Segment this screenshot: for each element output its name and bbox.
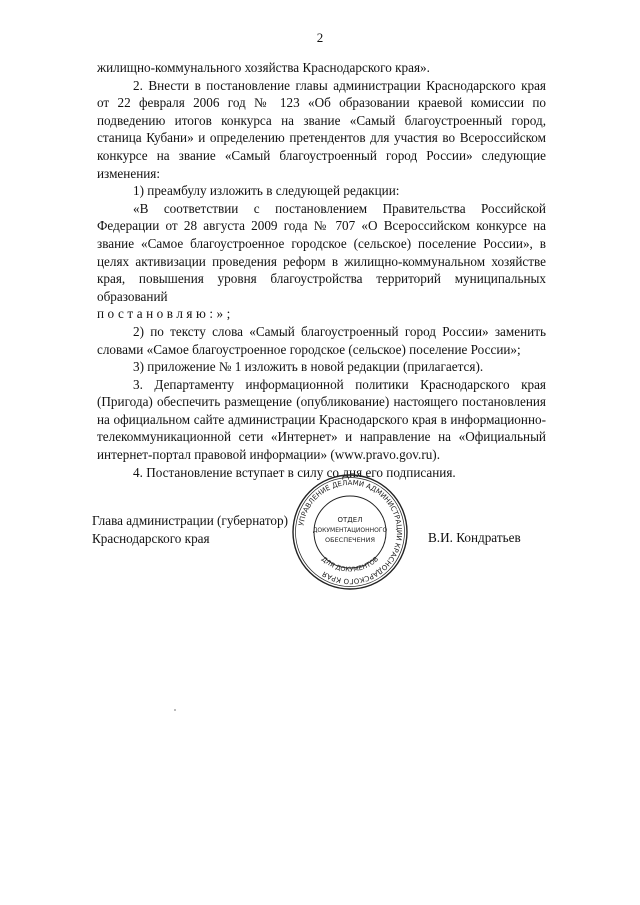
signature-title-line2: Краснодарского края [92, 531, 210, 546]
stamp-bottom-text: ДЛЯ ДОКУМЕНТОВ [319, 555, 381, 574]
paragraph-preamble: «В соответствии с постановлением Правительства Российской Федерации от 28 августа 2009 года № 707 «О Всероссийском конкурсе на звание «Самое благоустроенное городское (сельское) поселение России», в целях активизации проведения реформ в жилищно-коммунальном хозяйстве края, повышения уровня благоустройства территорий муниципальных образований [97, 200, 546, 304]
stamp-center-line2: ДОКУМЕНТАЦИОННОГО [312, 527, 388, 534]
signature-title [92, 512, 288, 548]
postanovlyayu-text: постановляю:»; [97, 306, 234, 322]
signer-name: В.И. Кондратьев [428, 530, 521, 545]
page-number: 2 [316, 30, 324, 45]
signature-title-line1: Глава администрации (губернатор) [92, 513, 288, 528]
paragraph-subitem-3: 3) приложение № 1 изложить в новой редакции (прилагается). [133, 359, 484, 375]
paragraph-continuation: жилищно-коммунального хозяйства Краснодарского края». [97, 60, 430, 75]
paragraph-subitem-2: 2) по тексту слова «Самый благоустроенный город России» заменить словами «Самое благоустроенное городское (сельское) поселение России»; [97, 323, 546, 357]
scan-speck [174, 709, 176, 711]
stamp-center-line1: ОТДЕЛ [337, 516, 363, 524]
official-stamp [290, 472, 410, 592]
paragraph-item-3: 3. Департаменту информационной политики Краснодарского края (Пригода) обеспечить размещение (опубликование) настоящего постановления на официальном сайте администрации Краснодарского края в информационно-телекоммуникационной сети «Интернет» и направление на «Официальный интернет-портал правовой информации» (www.pravo.gov.ru). [97, 376, 546, 463]
stamp-graphic [290, 472, 410, 592]
stamp-outer-text: УПРАВЛЕНИЕ ДЕЛАМИ АДМИНИСТРАЦИИ КРАСНОДАРСКОГО КРАЯ [297, 478, 404, 586]
document-body [97, 59, 546, 481]
paragraph-item-2: 2. Внести в постановление главы администрации Краснодарского края от 22 февраля 2006 год № 123 «Об образовании краевой комиссии по подведению итогов конкурса на звание «Самый благоустроенный город, станица Кубани» и определению претендентов для участия во Всероссийском конкурсе на звание «Самый благоустроенный город России» следующие изменения: [97, 77, 546, 181]
paragraph-subitem-1: 1) преамбулу изложить в следующей редакции: [133, 183, 400, 199]
paragraph-preamble-spaced [97, 305, 546, 323]
paragraph-item-4: 4. Постановление вступает в силу со дня его подписания. [133, 464, 456, 480]
stamp-center-line3: ОБЕСПЕЧЕНИЯ [324, 536, 376, 544]
